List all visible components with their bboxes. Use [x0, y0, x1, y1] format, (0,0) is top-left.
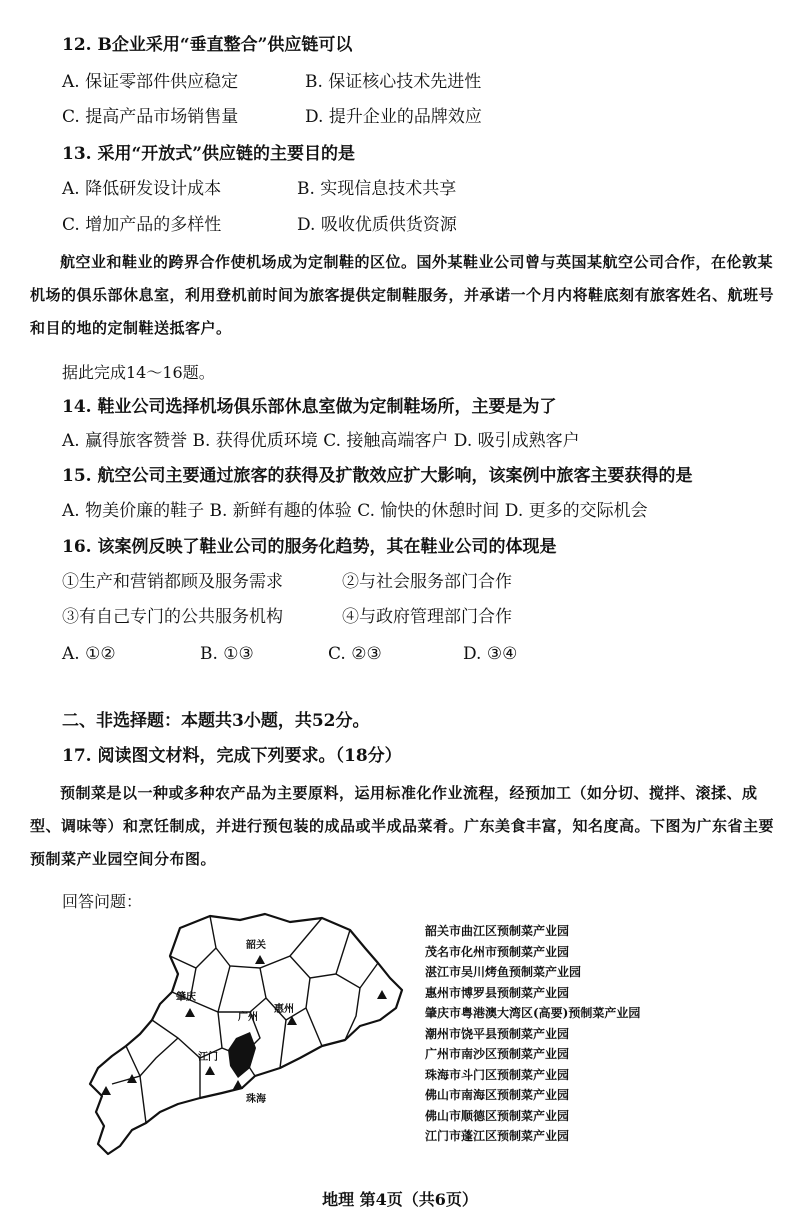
q16-option-c: C. ②③ — [328, 644, 382, 664]
q13-option-a: A. 降低研发设计成本 — [62, 179, 222, 199]
marker-huizhou — [287, 1016, 297, 1025]
q16-item-3: ③有自己专门的公共服务机构 — [62, 607, 283, 627]
question-13-stem: 13. 采用“开放式”供应链的主要目的是 — [62, 144, 356, 164]
map-legend — [425, 921, 640, 1147]
marker-maoming — [127, 1074, 137, 1083]
section-2-heading: 二、非选择题：本题共3小题，共52分。 — [62, 711, 370, 731]
legend-item: 韶关市曲江区预制菜产业园 — [425, 924, 570, 938]
q16-option-d: D. ③④ — [463, 644, 518, 664]
q12-option-c: C. 提高产品市场销售量 — [62, 107, 239, 127]
question-16-stem: 16. 该案例反映了鞋业公司的服务化趋势，其在鞋业公司的体现是 — [62, 537, 557, 557]
legend-item: 广州市南沙区预制菜产业园 — [425, 1047, 570, 1061]
marker-zhuhai — [233, 1080, 243, 1089]
q16-item-4: ④与政府管理部门合作 — [342, 607, 512, 627]
map-label-zhuhai: 珠海 — [246, 1094, 266, 1105]
question-15-stem: 15. 航空公司主要通过旅客的获得及扩散效应扩大影响，该案例中旅客主要获得的是 — [62, 466, 693, 486]
marker-chaozhou — [377, 990, 387, 999]
question-12-stem: 12. B企业采用“垂直整合”供应链可以 — [62, 35, 353, 55]
q14-options: A. 赢得旅客赞誉 B. 获得优质环境 C. 接触高端客户 D. 吸引成熟客户 — [62, 431, 580, 451]
marker-zhanjiang — [101, 1086, 111, 1095]
marker-zhaoqing — [185, 1008, 195, 1017]
boundary-2 — [170, 948, 216, 968]
q12-option-a: A. 保证零部件供应稳定 — [62, 72, 239, 92]
q16-item-1: ①生产和营销都顾及服务需求 — [62, 572, 283, 592]
q13-option-c: C. 增加产品的多样性 — [62, 215, 222, 235]
legend-item: 珠海市斗门区预制菜产业园 — [425, 1067, 570, 1082]
question-label: 回答问题： — [62, 892, 143, 911]
legend-item: 肇庆市粤港澳大湾区(高要)预制菜产业园 — [425, 1006, 641, 1020]
map-label-guangzhou: 广州 — [238, 1012, 258, 1023]
question-17-stem: 17. 阅读图文材料，完成下列要求。（18分） — [62, 746, 402, 766]
map-label-shaoguan: 韶关 — [246, 940, 266, 951]
q13-option-d: D. 吸收优质供货资源 — [297, 215, 457, 235]
map-label-jiangmen: 江门 — [198, 1052, 218, 1063]
legend-item: 茂名市化州市预制菜产业园 — [425, 944, 570, 959]
map-label-huizhou: 惠州 — [274, 1004, 294, 1015]
legend-item: 湛江市吴川烤鱼预制菜产业园 — [425, 965, 582, 979]
q13-option-b: B. 实现信息技术共享 — [297, 179, 457, 199]
passage-airline-shoes: 航空业和鞋业的跨界合作使机场成为定制鞋的区位。国外某鞋业公司曾与英国某航空公司合作，在伦敦某机场的俱乐部休息室，利用登机前时间为旅客提供定制鞋服务，并承诺一个月内将鞋底刻有旅客姓名、航班号和目的地的定制鞋送抵客户。 — [30, 253, 775, 337]
instruction-14-16: 据此完成14～16题。 — [62, 363, 215, 382]
boundary-6 — [290, 930, 350, 978]
boundary-15 — [140, 1038, 178, 1123]
q16-option-b: B. ①③ — [200, 644, 254, 664]
boundary-8 — [336, 963, 378, 988]
legend-item: 惠州市博罗县预制菜产业园 — [425, 985, 570, 1000]
q12-option-b: B. 保证核心技术先进性 — [305, 72, 482, 92]
boundary-4 — [190, 966, 230, 1012]
legend-item: 佛山市南海区预制菜产业园 — [425, 1088, 570, 1102]
map-label-zhaoqing: 肇庆 — [176, 992, 196, 1003]
legend-item: 江门市蓬江区预制菜产业园 — [425, 1129, 570, 1143]
boundary-17 — [280, 1020, 286, 1068]
passage-prepared-food: 预制菜是以一种或多种农产品为主要原料，运用标准化作业流程，经预加工（如分切、搅拌、滚揉、成型、调味等）和烹饪制成，并进行预包装的成品或半成品菜肴。广东美食丰富，知名度高。下图为广东省主要预制菜产业园空间分布图。 — [30, 784, 775, 868]
legend-item: 潮州市饶平县预制菜产业园 — [425, 1026, 570, 1041]
boundary-5 — [218, 968, 266, 1012]
marker-shaoguan — [255, 955, 265, 964]
boundary-1 — [210, 916, 322, 968]
q16-item-2: ②与社会服务部门合作 — [342, 572, 512, 592]
guangdong-map — [60, 908, 420, 1158]
legend-item: 佛山市顺德区预制菜产业园 — [425, 1108, 570, 1123]
boundary-10 — [306, 1008, 322, 1046]
q12-option-d: D. 提升企业的品牌效应 — [305, 107, 482, 127]
marker-jiangmen — [205, 1066, 215, 1075]
q15-options: A. 物美价廉的鞋子 B. 新鲜有趣的体验 C. 愉快的休憩时间 D. 更多的交际机会 — [62, 501, 648, 521]
q16-option-a: A. ①② — [62, 644, 116, 664]
page-footer: 地理 第4页（共6页） — [322, 1190, 478, 1209]
question-14-stem: 14. 鞋业公司选择机场俱乐部休息室做为定制鞋场所，主要是为了 — [62, 397, 557, 417]
